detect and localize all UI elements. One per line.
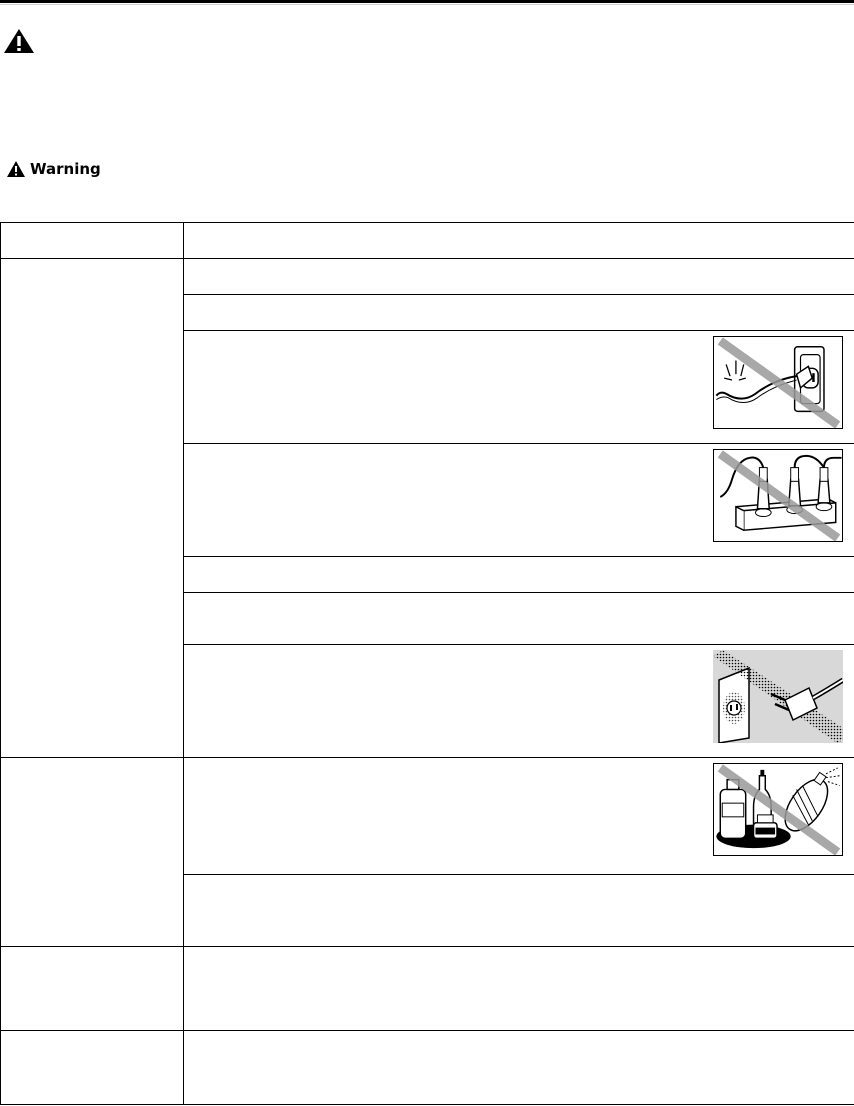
description-cell bbox=[184, 331, 854, 444]
top-rule-shadow bbox=[0, 4, 854, 5]
table-header-row bbox=[1, 223, 854, 259]
warning-triangle-icon bbox=[3, 28, 35, 54]
description-cell bbox=[184, 557, 854, 593]
description-cell bbox=[184, 947, 854, 1031]
flammable-solvents-illustration bbox=[713, 763, 843, 856]
table-row bbox=[1, 947, 854, 1031]
header-cell-description bbox=[184, 223, 854, 259]
description-cell bbox=[184, 593, 854, 645]
top-rule bbox=[0, 0, 854, 3]
category-cell bbox=[1, 1031, 184, 1105]
table-row bbox=[1, 259, 854, 295]
category-cell bbox=[1, 259, 184, 758]
safety-table bbox=[0, 222, 854, 1105]
description-cell bbox=[184, 444, 854, 557]
table-row bbox=[1, 758, 854, 875]
description-cell bbox=[184, 875, 854, 947]
damaged-cord-illustration bbox=[713, 336, 843, 429]
header-cell-category bbox=[1, 223, 184, 259]
category-cell bbox=[1, 758, 184, 947]
dusty-plug-illustration bbox=[713, 650, 843, 743]
power-strip-illustration bbox=[713, 449, 843, 542]
table-row bbox=[1, 1031, 854, 1105]
description-cell bbox=[184, 295, 854, 331]
description-cell bbox=[184, 259, 854, 295]
description-cell bbox=[184, 645, 854, 758]
warning-triangle-icon bbox=[6, 160, 26, 178]
warning-heading bbox=[6, 158, 101, 180]
description-cell bbox=[184, 758, 854, 875]
warning-label: Warning bbox=[30, 160, 101, 178]
description-cell bbox=[184, 1031, 854, 1105]
category-cell bbox=[1, 947, 184, 1031]
